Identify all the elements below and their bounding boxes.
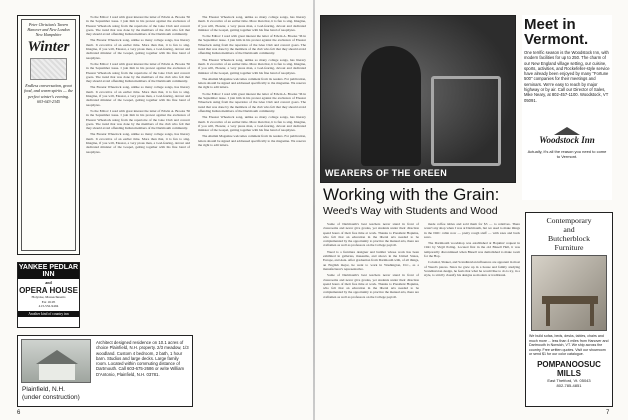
- chair-frame: [431, 76, 501, 166]
- tavern-copy: Endless conversation, great food, and warm spirits — the perfect winter's evening.: [24, 83, 73, 99]
- brand-line1: POMPANOOSUC: [537, 359, 601, 369]
- woodworker-figure: [361, 46, 421, 166]
- woodstock-logo-icon: [554, 127, 580, 135]
- house-roof: [36, 350, 78, 364]
- woodstock-inn-name: Woodstock Inn: [539, 135, 595, 145]
- house-photo: [21, 339, 91, 383]
- article-paragraph: Weed is a furniture designer and builder whose work has been exhibited in galleries, museums, and shows in the United States, Europe, and Asia. After graduation from Dartmouth with, of all things, an English major, he went to work in Washington, D.C., as a manufacturer's representative.: [323, 249, 419, 271]
- yankee-pedlar-ad: [17, 262, 80, 328]
- letter-paragraph: The Alumni Magazine welcomes comment from its readers. For publication, letters should be signed and addressed specifically to the magazine. We reserve the right to edit letters.: [198, 134, 306, 148]
- letter-paragraph: The Eleazar Wheelock song, unlike so many college songs, has literary merit. It evocative of an earlier time. More than that, it is fun to sing. Imagine, if you will, Eleazar, a very pious man, a God-fearing, devout and dedicated minister of the Gospel, getting together with his fine band of neophytes.: [198, 57, 306, 75]
- letter-paragraph: The Eleazar Wheelock song, unlike so many college songs, has literary merit. It evocative of an earlier time. More than that, it is fun to sing. Imagine, if you will, Eleazar, a very pious man, a God-fearing, devout and dedicated minister of the Gospel, getting together with his fine band of neophytes.: [198, 115, 306, 133]
- meet-copy: One terrific season is the Woodstock Inn, with modern facilities for up to 250. The charm of our New England village setting, our cuisine, sports, activities, and Rockefeller-style service have already been enjoyed by many "Fortune 500" companies for their meetings and seminars. We're easy to reach by major highway or by air. Call our Director of Sales, Mike Neary, at 802-457-1100. Woodstock, VT 05091.: [524, 50, 610, 103]
- article-paragraph: Colonial, Shaker, and Scandinavian influences are apparent in most of Weed's pieces. Since he grew up in a house and family studying Scandinavian design, he feels that what he would like to do is try, in a style, to strictly classify his designs as modern or traditional.: [424, 260, 520, 278]
- article-paragraph: made coffee tables and sold them for $3 — to relatives. There wasn't any shop when I was at Dartmouth, but we used to make things in the DOC cabin now — pretty rough stuff — with axes and buck saws.: [424, 222, 520, 239]
- article-subheadline: Weed's Way with Students and Wood: [323, 205, 498, 217]
- page-number-left: 6: [17, 410, 21, 416]
- woodworker-photo: [320, 15, 516, 183]
- tavern-ad: [17, 15, 80, 255]
- meet-title: Meet in Vermont.: [524, 16, 589, 48]
- letters-column-1: [86, 15, 190, 330]
- butcherblock-title-line4: Furniture: [554, 243, 584, 252]
- plainfield-ad: [17, 335, 193, 407]
- letter-paragraph: The Eleazar Wheelock song, unlike so many college songs, has literary merit. It evocative of an earlier time. More than that, it is fun to sing. Imagine, if you will, Eleazar, a very pious man, a God-fearing, devout and dedicated minister of the Gospel, getting together with his fine band of neophytes.: [86, 85, 190, 107]
- article-paragraph: Some of Dartmouth's best teachers never stand in front of classrooms and never give grades, yet students under their direction spend hours of their free time at work. Thanks to President Hopkins, who felt that an education in the liberal arts needed to be complemented by the opportunity to practice the manual arts, there are craftsmen as well as professors on the College payroll.: [323, 222, 419, 248]
- furniture-table-top: [542, 296, 598, 304]
- plainfield-copy: Architect designed residence on 10.1 acres of choice Plainfield, N.H. property. 2/3 meadow, 1/3 woodland. Custom 4 bedroom, 2 bath, 1 hour barn. Studios and large decks. Large family room. Located within commuting distance of Dartmouth. Call 603-675-2686 or write William D'Antonio, Plainfield, N.H. 03781.: [96, 340, 189, 377]
- butcherblock-address: East Thetford, Vt. 05043: [547, 377, 591, 383]
- butcherblock-phone: 802-785-4851: [556, 382, 582, 388]
- butcherblock-title-line2: and: [563, 225, 575, 234]
- yankee-offer: Eat 16.95: [41, 299, 56, 304]
- yankee-location: Holyoke, Massachusetts: [31, 295, 66, 299]
- letter-paragraph: To the Editor: I read with great interest the letter of Edwin A. Brooks '36 in the September issue. I join him in his protest against the exclusion of Eleazar Wheelock using from the repertoire of the Glee Club and concert goers. The trend that was done by the members of the club who felt that they should avoid offending Indian members of the Dartmouth community.: [86, 61, 190, 84]
- meet-in-vermont-ad: [522, 15, 612, 200]
- letter-paragraph: To the Editor: I read with great interest the letter of Edwin A. Brooks '36 in the September issue. I join him in his protest against the exclusion of Eleazar Wheelock using from the repertoire of the Glee Club and concert goers. The trend that was done by the members of the club who felt that they should avoid offending Indian members of the Dartmouth community.: [198, 91, 306, 113]
- pompanoosuc-mills-brand: [526, 360, 612, 378]
- tavern-ad-frame: [21, 19, 76, 251]
- plainfield-place: [22, 386, 80, 401]
- letter-paragraph: To the Editor: I read with great interest the letter of Edwin A. Brooks '36 in the September issue. I join him in his protest against the exclusion of Eleazar Wheelock using from the repertoire of the Glee Club and concert goers. The trend that was done by the members of the club who felt that they should avoid offending Indian members of the Dartmouth community.: [86, 108, 190, 131]
- butcherblock-ad: [525, 212, 613, 407]
- tavern-season: Winter: [27, 39, 70, 55]
- butcherblock-title-line1: Contemporary: [546, 216, 592, 225]
- brand-line2: MILLS: [557, 368, 581, 378]
- butcherblock-title: [526, 216, 612, 252]
- plainfield-place-name: Plainfield, N.H.: [22, 386, 65, 393]
- letter-paragraph: To the Editor: I read with great interest the letter of Edwin A. Brooks '36 in the September issue. I join him in his protest against the exclusion of Eleazar Wheelock using from the repertoire of the Glee Club and concert goers. The trend that was done by the members of the club who felt that they should avoid offending Indian members of the Dartmouth community.: [86, 15, 190, 37]
- yankee-title: YANKEE PEDLAR INN: [18, 264, 79, 278]
- letters-column-2: [198, 15, 306, 407]
- woodstock-inn-tagline: Actually, it's all the reason you need to come to Vermont.: [527, 149, 607, 159]
- yankee-connector: and: [45, 280, 52, 285]
- article-column-1: [323, 222, 419, 407]
- article-column-2: [424, 222, 520, 407]
- article-paragraph: The Dartmouth woodshop was established at Hopkins' request in 1941 by Virgil Poling. Located first in the old Bissell Hall, it was temporarily discontinued when Bissell was demolished to make room for the Hop.: [424, 241, 520, 259]
- butcherblock-title-line3: Butcherblock: [547, 234, 590, 243]
- article-paragraph: Some of Dartmouth's best teachers never stand in front of classrooms and never give grades, yet students under their direction spend hours of their free time at work. Thanks to President Hopkins, who felt that an education in the liberal arts needed to be complemented by the opportunity to practice the manual arts, there are craftsmen as well as professors on the College payroll.: [323, 273, 419, 299]
- photo-caption: WEARERS OF THE GREEN: [325, 168, 448, 178]
- house-wall: [39, 364, 75, 380]
- letter-paragraph: The Eleazar Wheelock song, unlike so many college songs, has literary merit. It evocative of an earlier time. More than that, it is fun to sing. Imagine, if you will, Eleazar, a very pious man, a God-fearing, devout and dedicated minister of the Gospel, getting together with his fine band of neophytes.: [86, 38, 190, 60]
- yankee-footer: Another kind of country inn: [18, 311, 79, 317]
- letter-paragraph: The Eleazar Wheelock song, unlike so many college songs, has literary merit. It evocative of an earlier time. More than that, it is fun to sing. Imagine, if you will, Eleazar, a very pious man, a God-fearing, devout and dedicated minister of the Gospel, getting together with his fine band of neophytes.: [86, 132, 190, 154]
- plainfield-subplace: (under construction): [22, 393, 80, 401]
- furniture-table-leg: [546, 304, 550, 326]
- letter-paragraph: The Alumni Magazine welcomes comment from its readers. For publication, letters should be signed and addressed specifically to the magazine. We reserve the right to edit letters.: [198, 76, 306, 90]
- page-number-right: 7: [606, 410, 610, 416]
- butcherblock-copy: We build sofas, beds, desks, tables, chairs and much more ... less than 4 miles from Hanover and Dartmouth in Norwich, VT. We ship across the country. Free written quotes. Visit our showroom or send $1 for our color catalogue.: [529, 334, 609, 356]
- letter-paragraph: To the Editor: I read with great interest the letter of Edwin A. Brooks '36 in the September issue. I join him in his protest against the exclusion of Eleazar Wheelock using from the repertoire of the Glee Club and concert goers. The trend that was done by the members of the club who felt that they should avoid offending Indian members of the Dartmouth community.: [198, 34, 306, 56]
- tavern-name: Peter Christian's Tavern: [28, 22, 69, 27]
- page-gutter: [313, 0, 315, 420]
- tavern-location: Hanover and New London New Hampshire: [27, 27, 70, 37]
- article-headline: Working with the Grain:: [323, 185, 500, 204]
- yankee-subtitle: OPERA HOUSE: [19, 286, 78, 295]
- tavern-sketch-image: [30, 58, 67, 80]
- furniture-photo: [531, 255, 607, 331]
- yankee-phone: 413-532-9494: [38, 304, 59, 308]
- tavern-phone: 603-643-2345: [37, 99, 60, 105]
- letter-paragraph: The Eleazar Wheelock song, unlike so many college songs, has literary merit. It evocative of an earlier time. More than that, it is fun to sing. Imagine, if you will, Eleazar, a very pious man, a God-fearing, devout and dedicated minister of the Gospel, getting together with his fine band of neophytes.: [198, 15, 306, 32]
- furniture-table-leg: [590, 304, 594, 326]
